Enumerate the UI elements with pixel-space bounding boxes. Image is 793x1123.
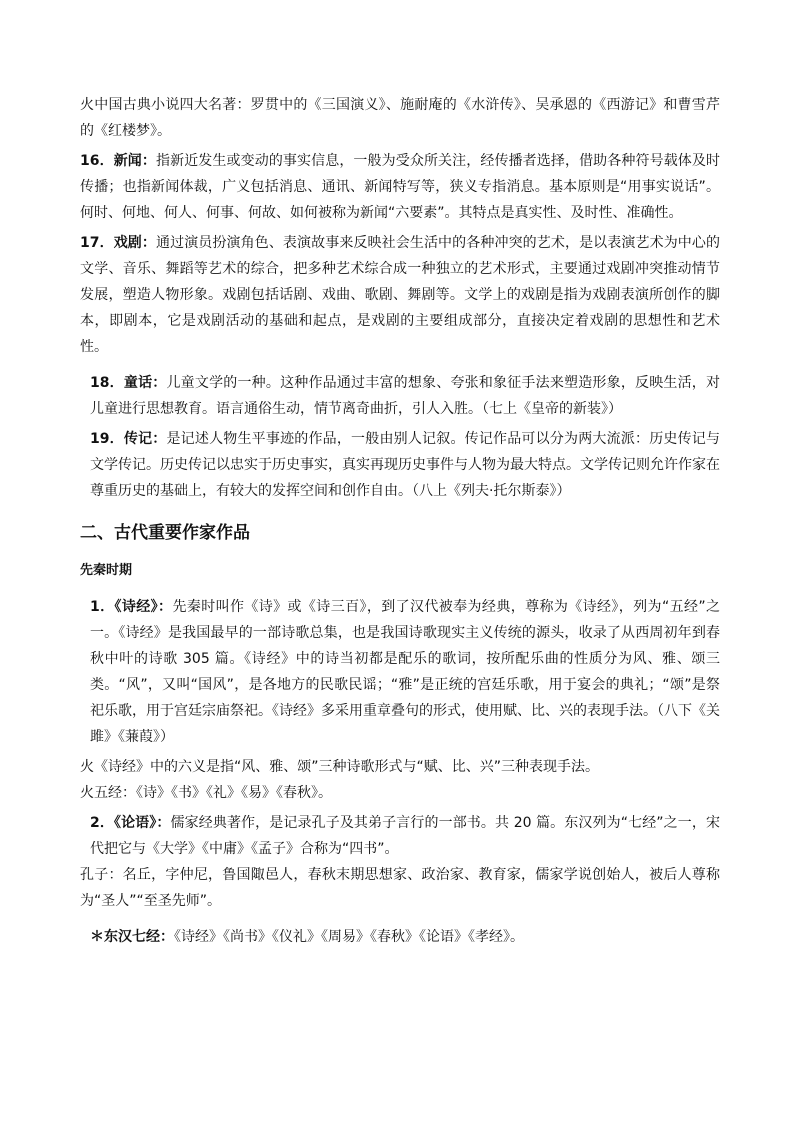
entry-text: 儿童文学的一种。这种作品通过丰富的想象、夸张和象征手法来塑造形象，反映生活，对儿童进行思想教育。语言通俗生动，情节离奇曲折，引人入胜。（七上《皇帝的新装》） [90,375,721,417]
six-principles-note: 火《诗经》中的六义是指“风、雅、颂”三种诗歌形式与“赋、比、兴”三种表现手法。 [80,759,600,775]
entry-text: 是记述人物生平事迹的作品，一般由别人记叙。传记作品可以分为两大流派：历史传记与文学传记。历史传记以忠实于历史事实，真实再现历史事件与人物为最大特点。文学传记则允许作家在尊重历史的基础上，有较大的发挥空间和创作自由。（八上《列夫·托尔斯泰》） [90,431,721,499]
entry-text: 《诗经》《尚书》《仪礼》《周易》《春秋》《论语》《孝经》。 [174,929,524,945]
four-classic-novels-note: 火中国古典小说四大名著：罗贯中的《三国演义》、施耐庵的《水浒传》、吴承恩的《西游记》和曹雪芹的《红楼梦》。 [80,97,720,139]
five-classics-note: 火五经：《诗》《书》《礼》《易》《春秋》。 [80,785,332,801]
entry-term: 18．童话： [90,375,167,391]
entry-term: 2．《论语》： [90,815,171,831]
entry-text: 指新近发生或变动的事实信息，一般为受众所关注，经传播者选择，借助各种符号载体及时传播；也指新闻体裁，广义包括消息、通讯、新闻特写等，狭义专指消息。基本原则是“用事实说话”。何时、何地、何人、何事、何故、如何被称为新闻“六要素”。其特点是真实性、及时性、准确性。 [80,153,721,221]
entry-news [80,148,720,226]
entry-drama [80,230,720,360]
entry-text: 儒家经典著作，是记录孔子及其弟子言行的一部书。共 20 篇。东汉列为“七经”之一，宋代把它与《大学》《中庸》《孟子》合称为“四书”。 [90,815,720,857]
section-heading: 二、古代重要作家作品 [80,523,250,543]
confucius-note: 孔子：名丘，字仲尼，鲁国陬邑人，春秋末期思想家、政治家、教育家，儒家学说创始人，被后人尊称为“圣人”“至圣先师”。 [80,867,720,909]
entry-fairy-tale [80,370,720,422]
entry-shijing [80,594,720,750]
document-body [80,92,720,950]
entry-term: 17．戏剧： [80,235,156,251]
entry-term: 16．新闻： [80,153,156,169]
entry-term: ＊东汉七经： [90,929,174,945]
entry-biography [80,426,720,504]
seven-classics-note [80,924,720,950]
entry-lunyu [80,810,720,862]
entry-term: 19．传记： [90,431,167,447]
entry-text: 先秦时叫作《诗》或《诗三百》，到了汉代被奉为经典，尊称为《诗经》，列为“五经”之一。《诗经》是我国最早的一部诗歌总集，也是我国诗歌现实主义传统的源头，收录了从西周初年到春秋中叶的诗歌 305 篇。《诗经》中的诗当初都是配乐的歌词，按所配乐曲的性质分为风、雅、颂三类。“风”，又叫“国风”，是各地方的民歌民谣；“雅”是正统的宫廷乐歌，用于宴会的典礼；“颂”是祭祀乐歌，用于宫廷宗庙祭祀。《诗经》多采用重章叠句的形式，使用赋、比、兴的表现手法。（八下《关雎》《蒹葭》） [90,599,720,745]
entry-text: 通过演员扮演角色、表演故事来反映社会生活中的各种冲突的艺术，是以表演艺术为中心的文学、音乐、舞蹈等艺术的综合，把多种艺术综合成一种独立的艺术形式，主要通过戏剧冲突推动情节发展，塑造人物形象。戏剧包括话剧、戏曲、歌剧、舞剧等。文学上的戏剧是指为戏剧表演所创作的脚本，即剧本，它是戏剧活动的基础和起点，是戏剧的主要组成部分，直接决定着戏剧的思想性和艺术性。 [80,235,721,355]
subsection-heading: 先秦时期 [80,563,133,578]
entry-term: 1．《诗经》： [90,599,173,615]
